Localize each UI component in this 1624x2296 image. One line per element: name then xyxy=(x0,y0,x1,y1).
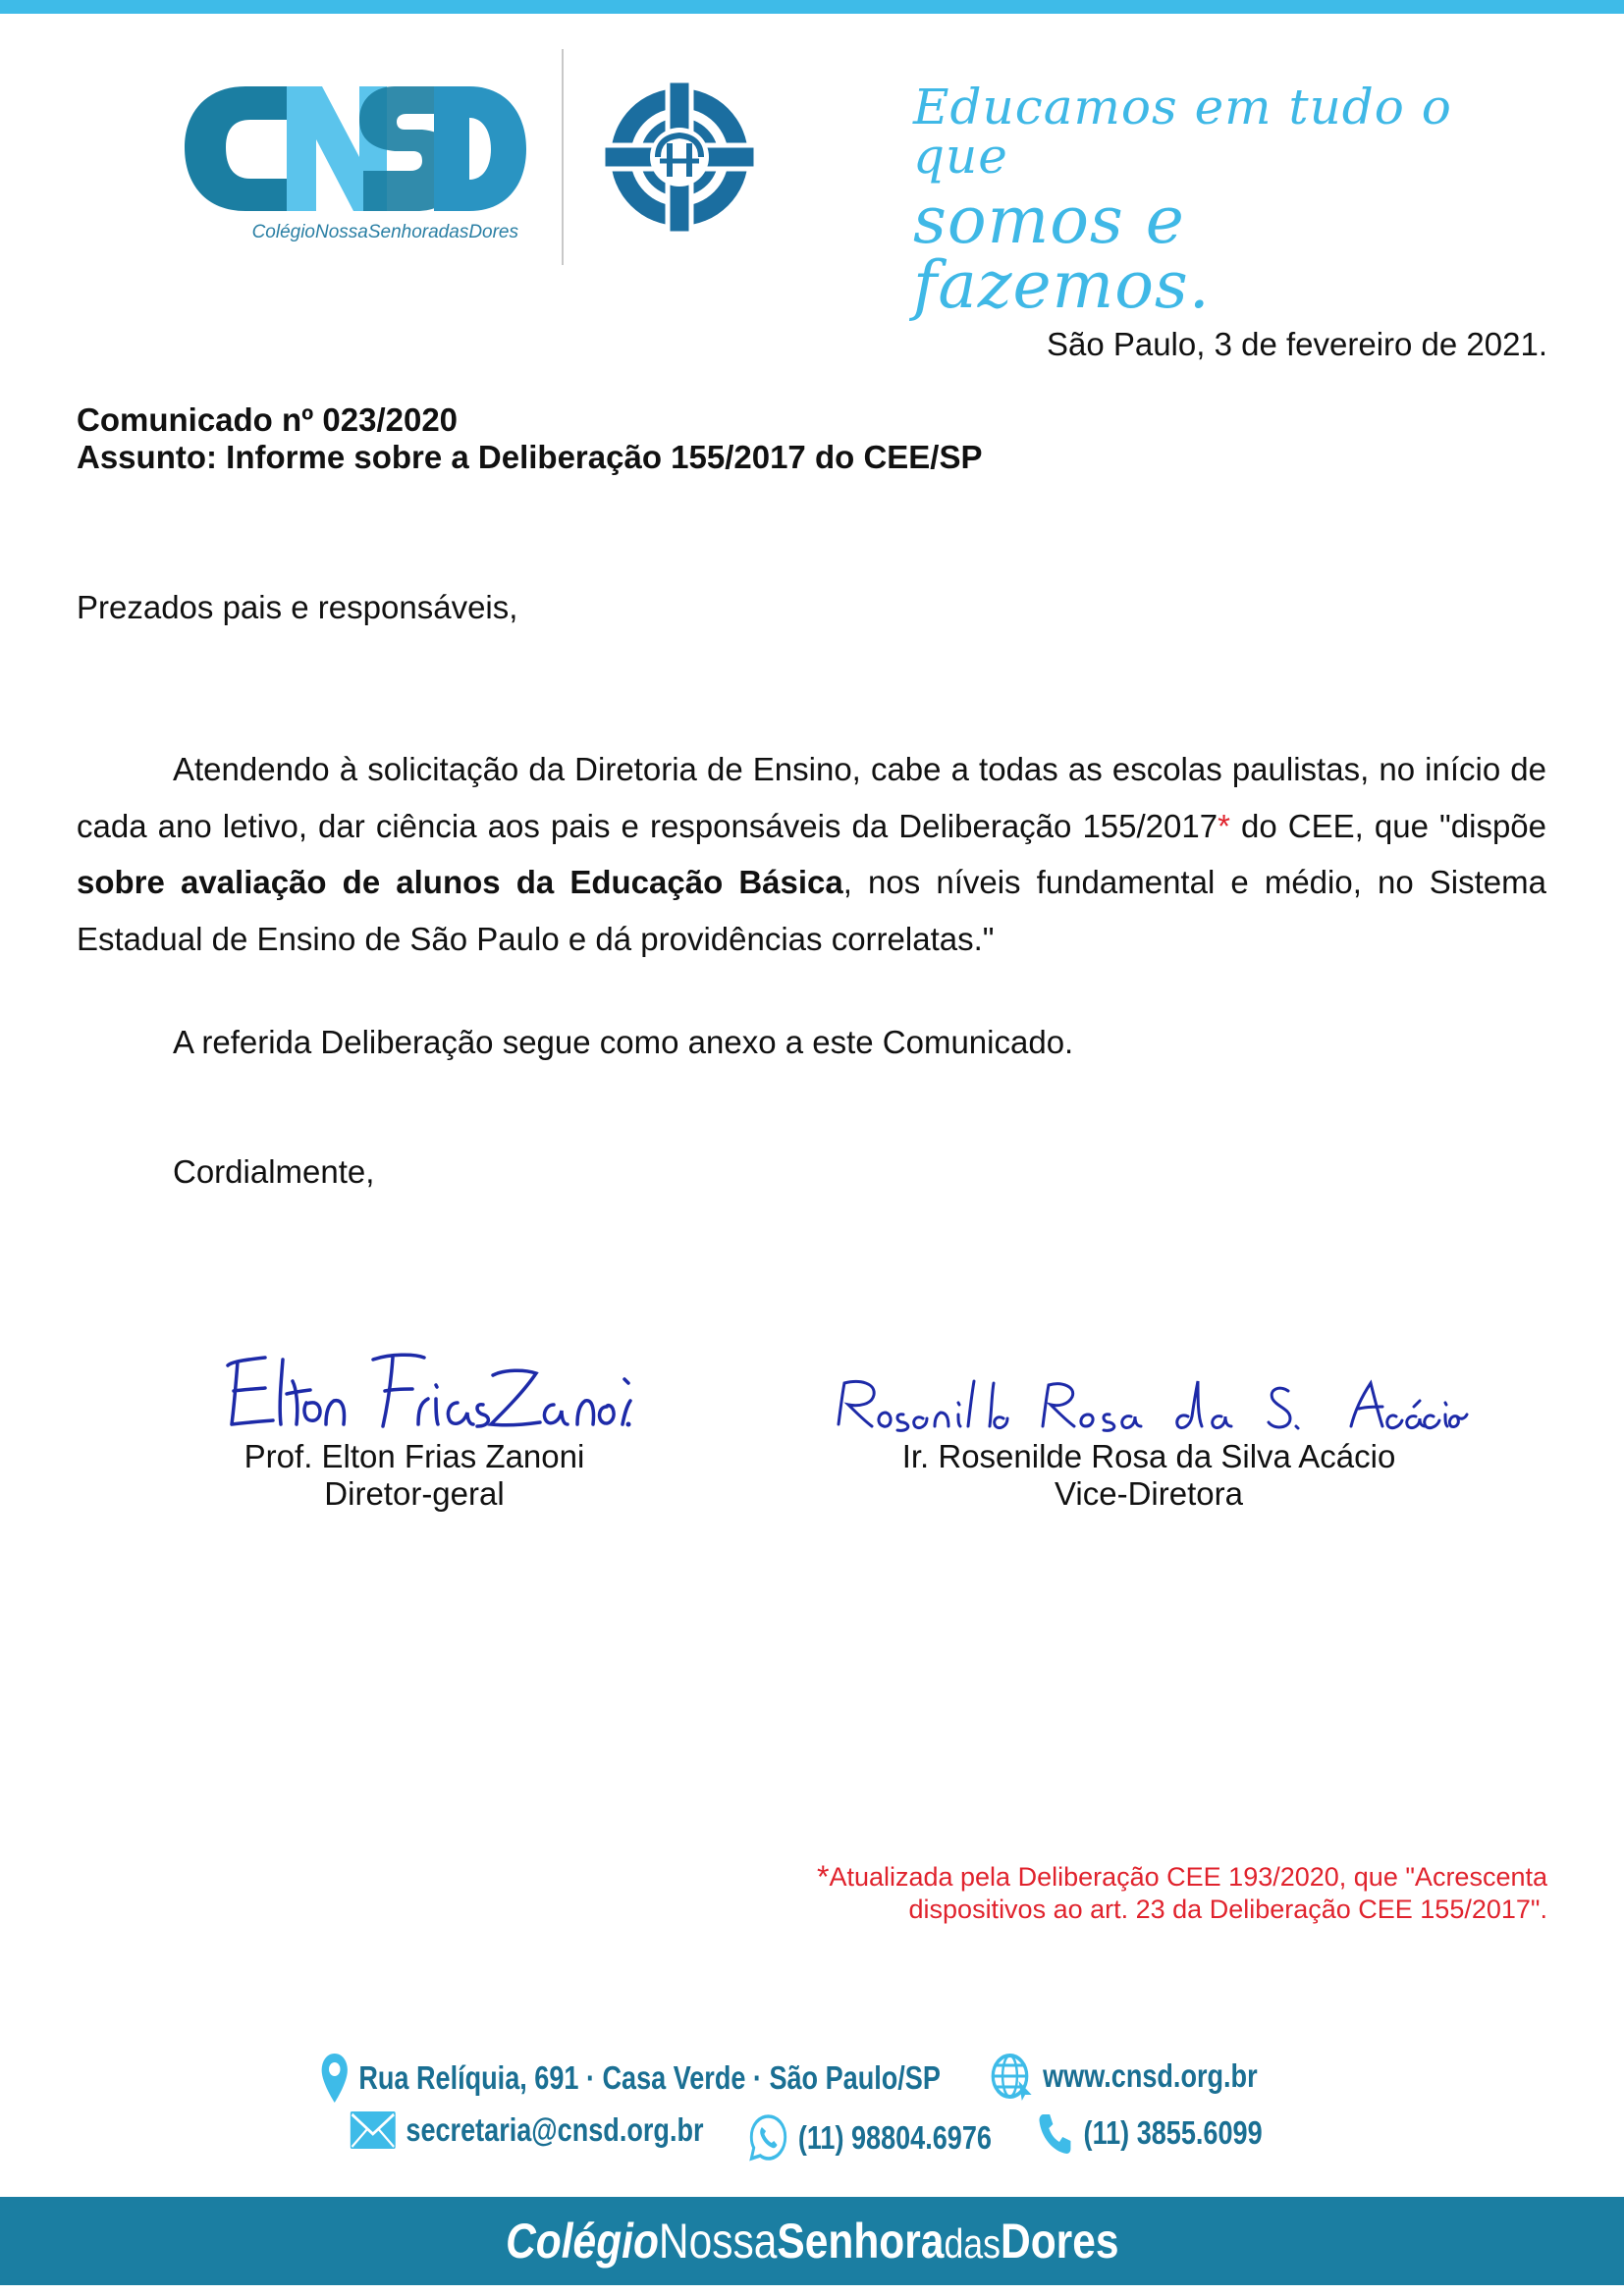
letter-paragraph-1 xyxy=(77,741,1546,967)
school-seal-logo xyxy=(601,79,758,236)
paragraph-1-bold: sobre avaliação de alunos da Educação Básica xyxy=(77,864,843,900)
brand-part-colegio: Colégio xyxy=(505,2214,659,2269)
whatsapp-number[interactable]: (11) 98804.6976 xyxy=(797,2119,992,2156)
footnote-star: * xyxy=(816,1859,830,1895)
contact-website[interactable] xyxy=(990,2052,1258,2101)
paragraph-1-text-a: Atendendo à solicitação da Diretoria de Ensino, cabe a todas as escolas paulistas, no início de cada ano letivo, dar ciência aos pais e responsáveis da Deliberação 155/2017 xyxy=(77,751,1546,844)
footer-brand xyxy=(506,2213,1118,2269)
location-pin-icon xyxy=(320,2052,350,2105)
contact-address xyxy=(320,2052,941,2105)
letter-paragraph-2: A referida Deliberação segue como anexo a este Comunicado. xyxy=(173,1024,1074,1060)
slogan xyxy=(913,79,1463,323)
footer-band xyxy=(0,2197,1624,2285)
letter-date: São Paulo, 3 de fevereiro de 2021. xyxy=(1046,326,1547,362)
brand-part-senhora: Senhora xyxy=(777,2214,945,2269)
vice-director-name: Ir. Rosenilde Rosa da Silva Acácio xyxy=(901,1438,1396,1474)
letter-greeting: Prezados pais e responsáveis, xyxy=(77,589,518,625)
slogan-line-2: somos e fazemos. xyxy=(913,183,1211,323)
paragraph-1-text-b: do CEE, que "dispõe xyxy=(1229,807,1546,844)
website-link[interactable]: www.cnsd.org.br xyxy=(1043,2057,1258,2094)
envelope-icon xyxy=(350,2110,397,2150)
footnote-line-1: Atualizada pela Deliberação CEE 193/2020, que "Acrescenta xyxy=(829,1862,1547,1892)
slogan-line-1: Educamos em tudo o que xyxy=(913,79,1452,185)
signature-block-vice-director xyxy=(825,1369,1473,1513)
globe-icon xyxy=(990,2052,1033,2101)
contact-whatsapp[interactable] xyxy=(748,2113,992,2163)
phone-number[interactable]: (11) 3855.6099 xyxy=(1083,2114,1263,2151)
director-role: Diretor-geral xyxy=(324,1475,505,1512)
footnote-marker: * xyxy=(1218,807,1230,844)
footnote xyxy=(817,1861,1547,1926)
address-text: Rua Relíquia, 691 · Casa Verde · São Paulo/SP xyxy=(358,2059,941,2096)
logo-subtitle: ColégioNossaSenhoradasDores xyxy=(251,222,518,242)
brand-part-das: das xyxy=(944,2220,1001,2267)
communique-number: Comunicado nº 023/2020 xyxy=(77,401,459,438)
letter-subject: Assunto: Informe sobre a Deliberação 155/2017 do CEE/SP xyxy=(77,439,983,475)
letter-heading xyxy=(77,403,983,478)
contact-phone[interactable] xyxy=(1037,2110,1263,2156)
top-accent-bar xyxy=(0,0,1624,14)
vice-director-role: Vice-Diretora xyxy=(1055,1475,1243,1512)
brand-part-dores: Dores xyxy=(1000,2214,1119,2269)
paragraph-1-text-c: , nos níveis fundamental e médio, no Sistema Estadual de Ensino de São Paulo e dá providências correlatas." xyxy=(77,864,1546,957)
letter-closing: Cordialmente, xyxy=(173,1153,375,1190)
whatsapp-icon xyxy=(748,2113,788,2163)
director-name: Prof. Elton Frias Zanoni xyxy=(244,1438,585,1474)
footnote-line-2: dispositivos ao art. 23 da Deliberação CEE 155/2017". xyxy=(908,1895,1547,1924)
header-divider xyxy=(562,49,564,265)
handwritten-signature-director xyxy=(218,1340,650,1438)
contact-email[interactable] xyxy=(350,2110,704,2150)
signature-block-director xyxy=(218,1340,611,1513)
handwritten-signature-vice-director xyxy=(825,1369,1473,1438)
brand-part-nossa: Nossa xyxy=(658,2214,778,2269)
email-link[interactable]: secretaria@cnsd.org.br xyxy=(406,2111,704,2148)
cnsd-logo xyxy=(177,69,530,250)
phone-icon xyxy=(1037,2110,1074,2156)
